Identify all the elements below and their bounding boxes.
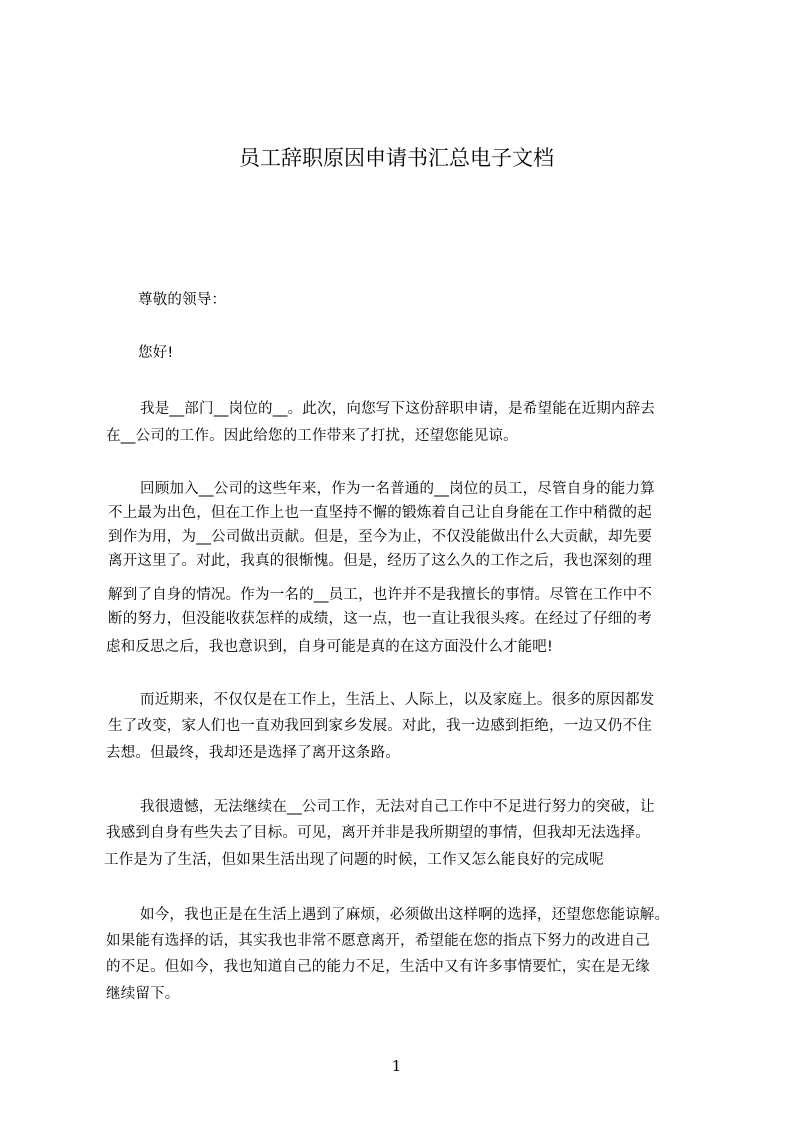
- paragraph-1-line: 我是__部门__岗位的__。此次，向您写下这份辞职申请，是希望能在近期内辞去: [140, 401, 656, 417]
- paragraph-4-line: 我很遗憾，无法继续在__公司工作，无法对自己工作中不足进行努力的突破，让: [140, 799, 655, 815]
- paragraph-3-line: 去想。但最终，我却还是选择了离开这条路。: [106, 745, 400, 761]
- page-number: 1: [391, 1057, 402, 1075]
- paragraph-2-line: 断的努力，但没能收获怎样的成绩，这一点，也一直让我很头疼。在经过了仔细的考: [108, 611, 652, 627]
- paragraph-2-line: 解到了自身的情况。作为一名的__员工，也许并不是我擅长的事情。尽管在工作中不: [108, 587, 653, 603]
- paragraph-4-line: 我感到自身有些失去了目标。可见，离开并非是我所期望的事情，但我却无法选择。: [106, 825, 650, 841]
- greeting: 您好!: [138, 345, 174, 361]
- paragraph-5-line: 继续留下。: [106, 986, 180, 1002]
- paragraph-5-line: 如今，我也正是在生活上遇到了麻烦，必须做出这样啊的选择，还望您您能谅解。: [140, 907, 670, 923]
- paragraph-3-line: 而近期来，不仅仅是在工作上，生活上、人际上，以及家庭上。很多的原因都发: [140, 692, 655, 708]
- paragraph-5-line: 如果能有选择的话，其实我也非常不愿意离开，希望能在您的指点下努力的改进自己: [106, 933, 650, 949]
- paragraph-5-line: 的不足。但如今，我也知道自己的能力不足，生活中又有许多事情要忙，实在是无缘: [106, 959, 650, 975]
- paragraph-2-line: 到作为用，为__公司做出贡献。但是，至今为止，不仅没能做出什么大贡献，却先要: [108, 529, 653, 545]
- salutation: 尊敬的领导：: [138, 292, 227, 308]
- paragraph-1-line: 在__公司的工作。因此给您的工作带来了打扰，还望您能见谅。: [106, 428, 518, 444]
- paragraph-2-line: 回顾加入__公司的这些年来，作为一名普通的__岗位的员工，尽管自身的能力算: [140, 481, 655, 497]
- paragraph-2-line: 离开这里了。对此，我真的很惭愧。但是，经历了这么久的工作之后，我也深刻的理: [108, 553, 652, 569]
- paragraph-4-line: 工作是为了生活，但如果生活出现了问题的时候，工作又怎么能良好的完成呢: [104, 852, 604, 868]
- paragraph-2-line: 虑和反思之后，我也意识到，自身可能是真的在这方面没什么才能吧!: [106, 639, 554, 655]
- document-title: 员工辞职原因申请书汇总电子文档: [239, 146, 554, 170]
- paragraph-3-line: 生了改变，家人们也一直劝我回到家乡发展。对此，我一边感到拒绝，一边又仍不住: [108, 718, 652, 734]
- paragraph-2-line: 不上最为出色，但在工作上也一直坚持不懈的锻炼着自己让自身能在工作中稍微的起: [108, 505, 652, 521]
